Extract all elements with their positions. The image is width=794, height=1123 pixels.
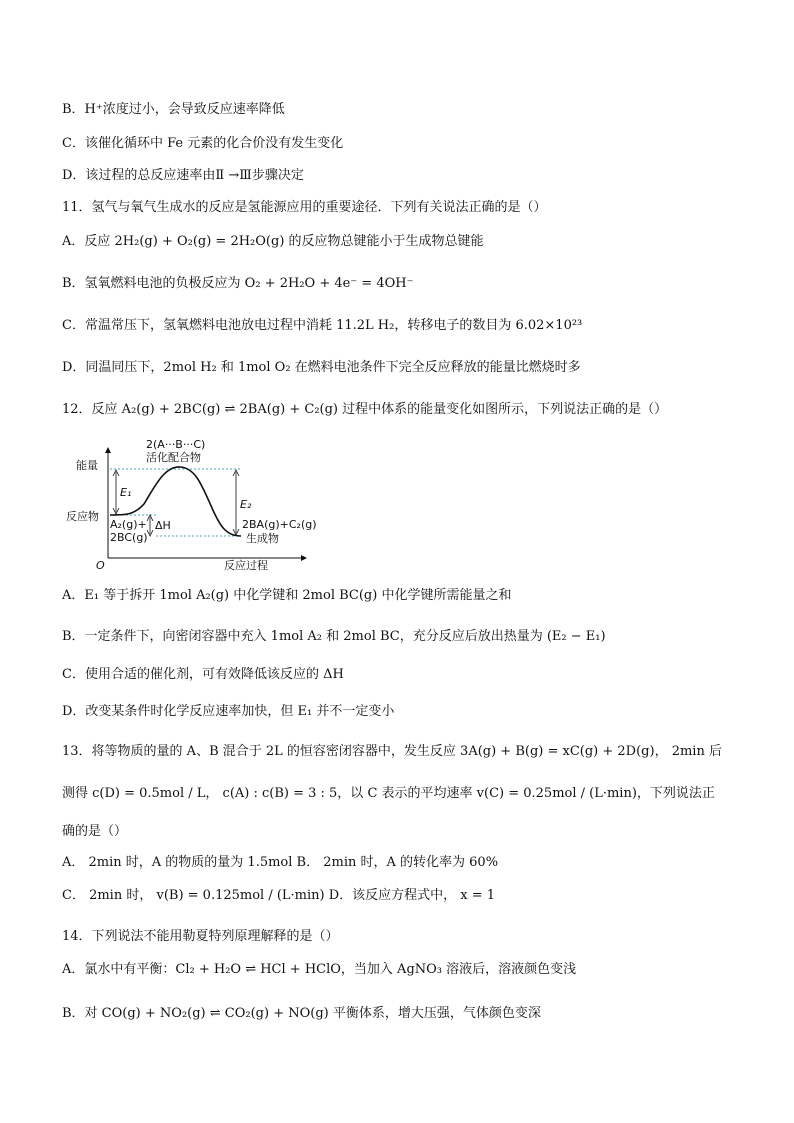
question-12: 12．反应 A₂(g) + 2BC(g) ⇌ 2BA(g) + C₂(g) 过程中体系的能量变化如图所示，下列说法正确的是（） xyxy=(62,402,668,417)
e1-label: E₁ xyxy=(120,486,132,499)
option-11a: A．反应 2H₂(g) + O₂(g) = 2H₂O(g) 的反应物总键能小于生成物总键能 xyxy=(62,234,484,249)
option-11b: B．氢氧燃料电池的负极反应为 O₂ + 2H₂O + 4e⁻ = 4OH⁻ xyxy=(62,276,414,291)
option-10d: D．该过程的总反应速率由Ⅱ →Ⅲ步骤决定 xyxy=(62,168,304,183)
origin-label: O xyxy=(96,559,105,571)
product-label: 生成物 xyxy=(246,532,279,545)
option-10b: B．H⁺浓度过小，会导致反应速率降低 xyxy=(62,102,285,117)
option-12b: B．一定条件下，向密闭容器中充入 1mol A₂ 和 2mol BC，充分反应后放出热量为 (E₂ − E₁) xyxy=(62,629,606,644)
question-13-line1: 13．将等物质的量的 A、B 混合于 2L 的恒容密闭容器中，发生反应 3A(g) + B(g) = xC(g) + 2D(g)， 2min 后 xyxy=(62,744,722,759)
e2-label: E₂ xyxy=(240,498,252,511)
option-11d: D．同温同压下，2mol H₂ 和 1mol O₂ 在燃料电池条件下完全反应释放的能量比燃烧时多 xyxy=(62,360,581,375)
reactant-side-label: 反应物 xyxy=(66,510,99,523)
complex-label-1: 2(A···B···C) xyxy=(146,438,206,451)
reactant-formula-1: A₂(g)+ xyxy=(110,518,147,531)
reactant-formula-2: 2BC(g) xyxy=(110,531,148,544)
complex-label-2: 活化配合物 xyxy=(146,451,201,464)
option-13cd: C． 2min 时， v(B) = 0.125mol / (L·min) D．该反应方程式中， x = 1 xyxy=(62,888,496,903)
option-13ab: A． 2min 时，A 的物质的量为 1.5mol B． 2min 时，A 的转化率为 60% xyxy=(62,855,499,870)
y-axis-label: 能量 xyxy=(76,459,98,472)
energy-diagram xyxy=(66,436,326,571)
question-13-line3: 确的是（） xyxy=(62,824,128,839)
dh-label: ΔH xyxy=(155,519,171,532)
option-14b: B．对 CO(g) + NO₂(g) ⇌ CO₂(g) + NO(g) 平衡体系，增大压强，气体颜色变深 xyxy=(62,1006,541,1021)
option-10c: C．该催化循环中 Fe 元素的化合价没有发生变化 xyxy=(62,136,344,151)
question-14: 14．下列说法不能用勒夏特列原理解释的是（） xyxy=(62,929,339,944)
question-11: 11．氢气与氧气生成水的反应是氢能源应用的重要途径．下列有关说法正确的是（） xyxy=(62,200,547,215)
question-13-line2: 测得 c(D) = 0.5mol / L， c(A) : c(B) = 3 : 5，以 C 表示的平均速率 v(C) = 0.25mol / (L·min)，下列说法正 xyxy=(62,786,715,801)
option-12a: A．E₁ 等于拆开 1mol A₂(g) 中化学键和 2mol BC(g) 中化学键所需能量之和 xyxy=(62,588,512,603)
x-axis-label: 反应过程 xyxy=(224,559,268,571)
product-formula: 2BA(g)+C₂(g) xyxy=(242,518,317,531)
option-14a: A．氯水中有平衡：Cl₂ + H₂O ⇌ HCl + HClO，当加入 AgNO₃ 溶液后，溶液颜色变浅 xyxy=(62,962,577,977)
option-12d: D．改变某条件时化学反应速率加快，但 E₁ 并不一定变小 xyxy=(62,704,395,719)
option-12c: C．使用合适的催化剂，可有效降低该反应的 ΔH xyxy=(62,667,344,682)
option-11c: C．常温常压下，氢氧燃料电池放电过程中消耗 11.2L H₂，转移电子的数目为 6.02×10²³ xyxy=(62,318,583,333)
